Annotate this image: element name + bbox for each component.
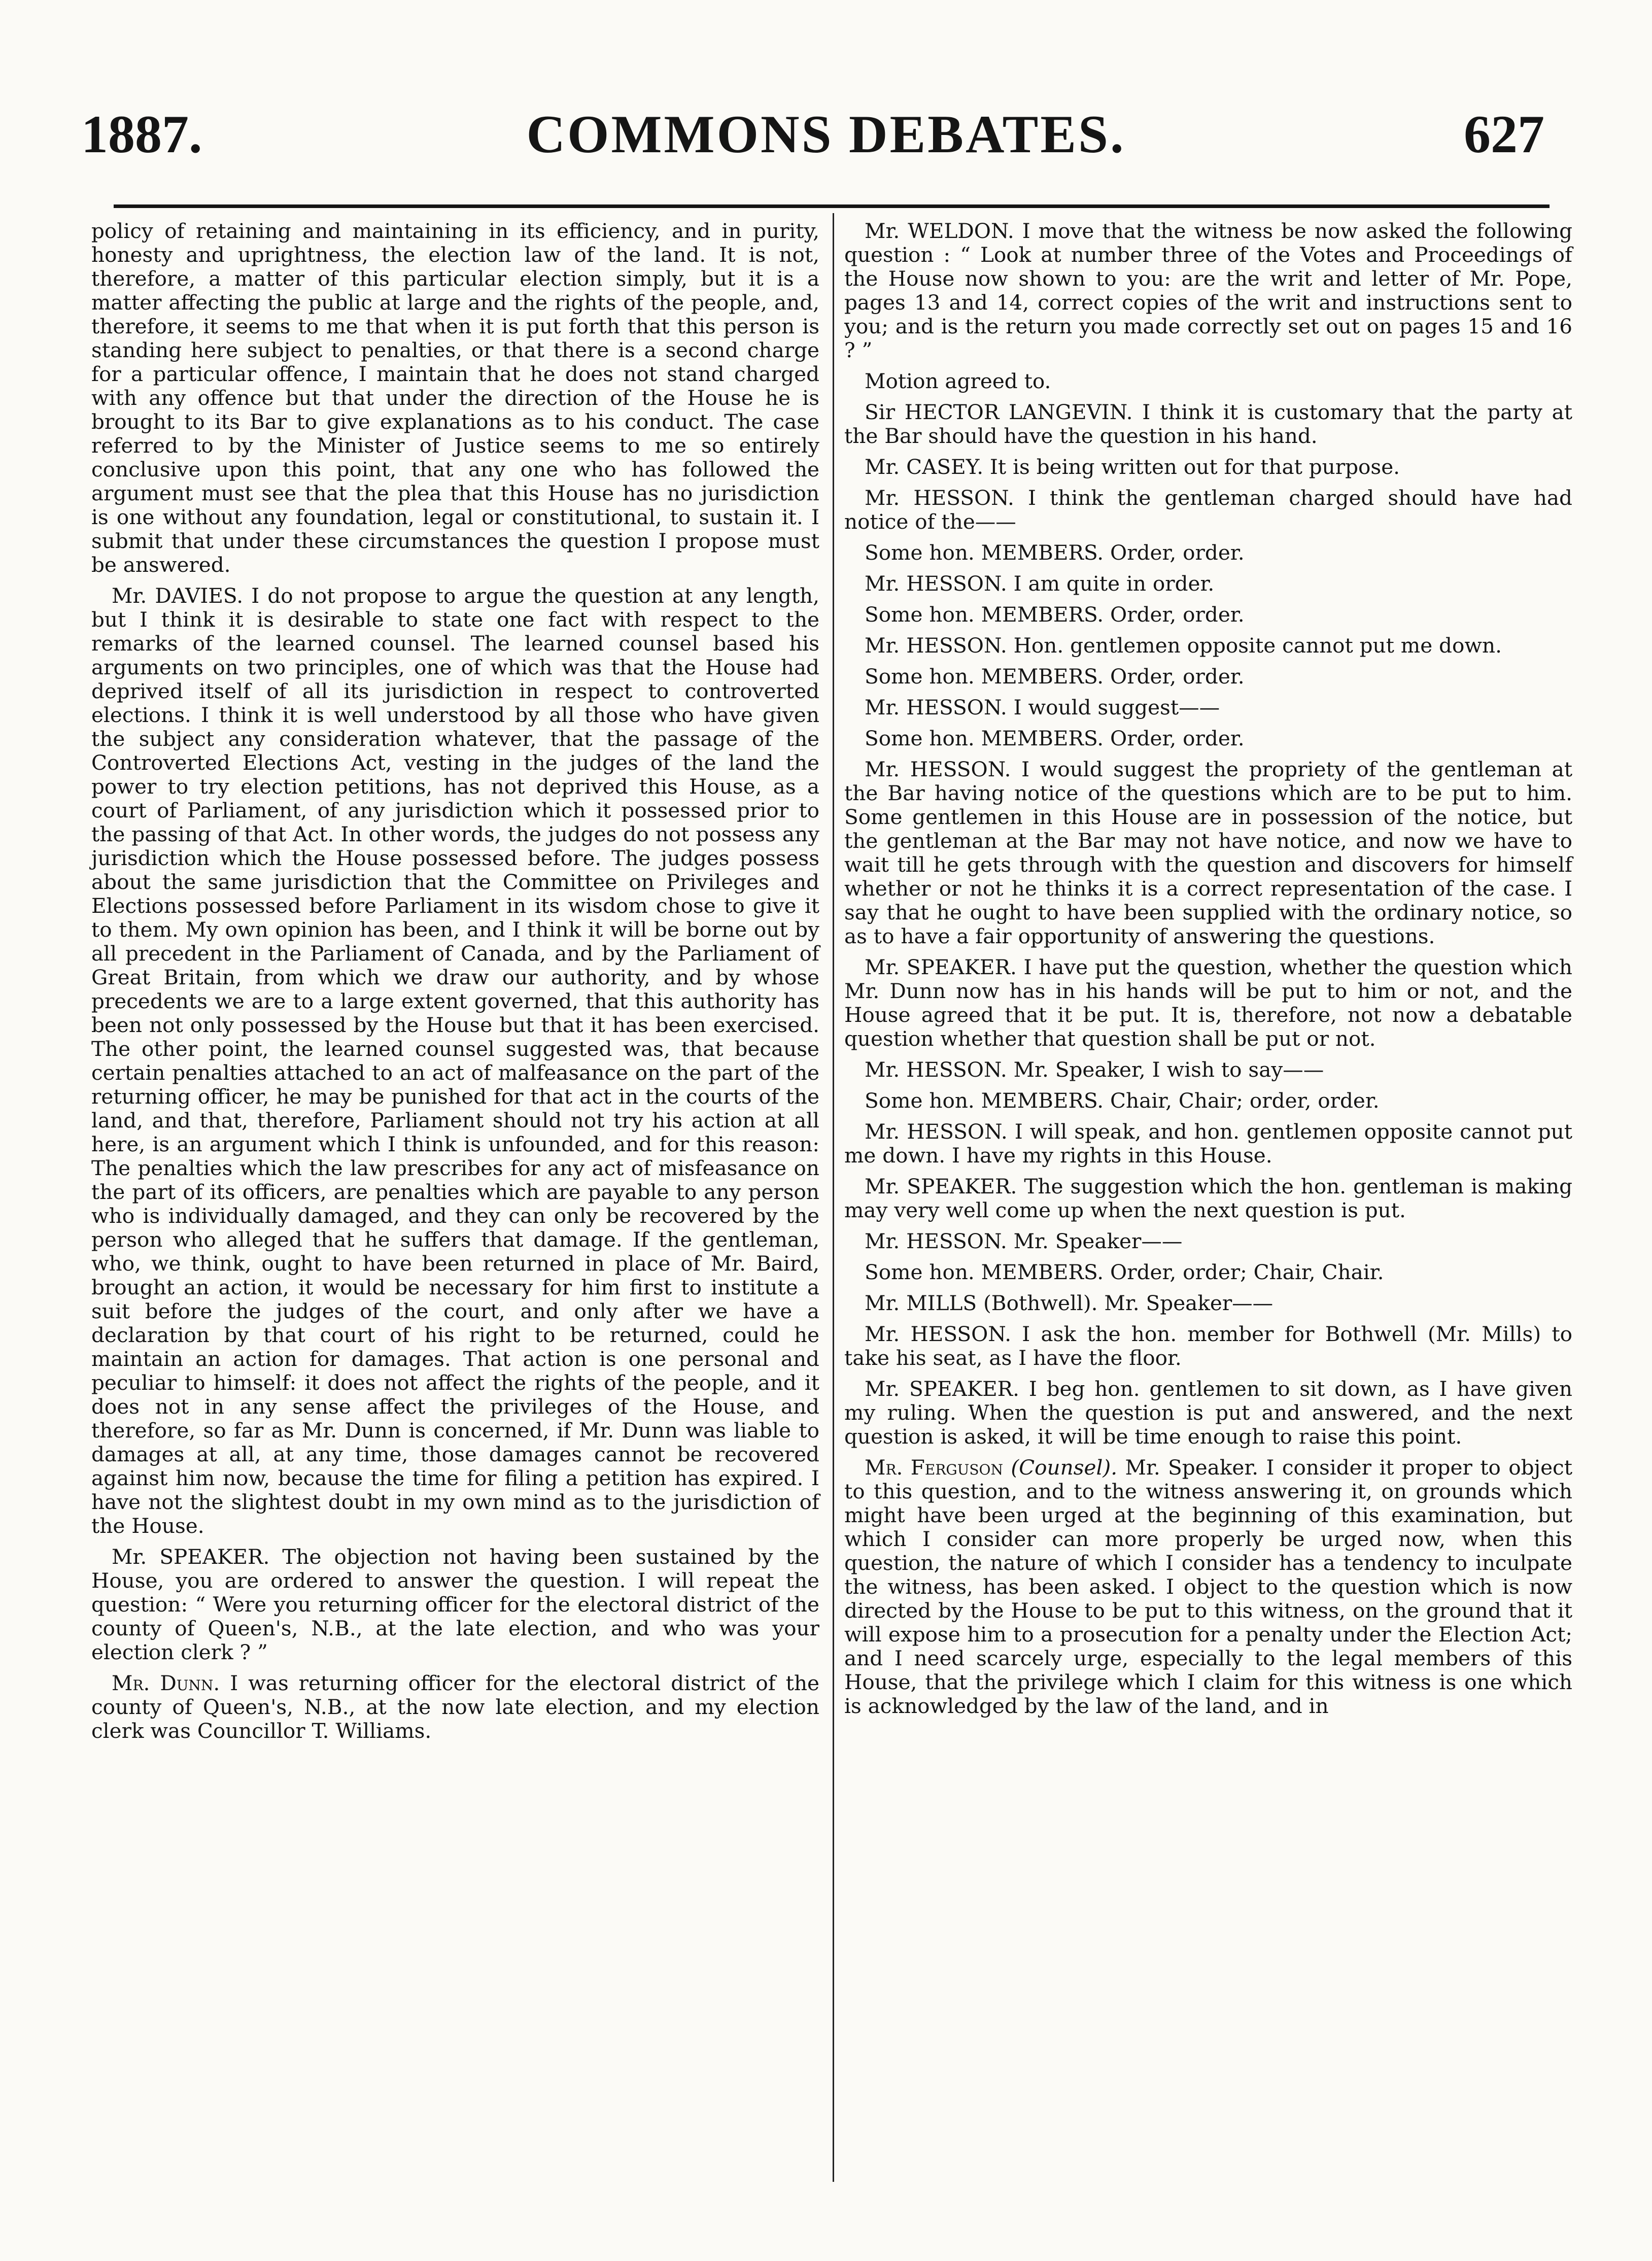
paragraph-text: I was returning officer for the electoral district of the county of Queen's, N.B., at the now late election, and my election clerk was Councillor T. Williams. xyxy=(91,1671,819,1743)
paragraph xyxy=(844,1120,1572,1168)
speaker-name: Some hon. MEMBERS. xyxy=(865,602,1104,627)
speaker-role: (Counsel). xyxy=(1003,1455,1118,1480)
paragraph xyxy=(844,1175,1572,1222)
paragraph-text: Order, order. xyxy=(1104,664,1245,689)
speaker-name: Mr. HESSON. xyxy=(865,633,1007,658)
paragraph xyxy=(844,1260,1572,1284)
speaker-name: Mr. SPEAKER. xyxy=(865,1377,1020,1401)
speaker-name: Mr. HESSON. xyxy=(865,1057,1007,1082)
paragraph xyxy=(844,1456,1572,1718)
speaker-name: Mr. MILLS (Bothwell). xyxy=(865,1291,1098,1315)
speaker-name: Some hon. MEMBERS. xyxy=(865,1088,1104,1113)
speaker-name: Mr. SPEAKER. xyxy=(865,955,1017,979)
paragraph-text: policy of retaining and maintaining in its efficiency, and in purity, honesty and uprightness, the election law of the land. It is not, therefore, a matter of this particular election simply, but it is a matter affecting the public at large and the rights of the people, and, therefore, it seems to me that when it is put forth that this person is standing here subject to penalties, or that there is a second charge for a particular offence, I maintain that he does not stand charged with any offence but that under the direction of the House he is brought to its Bar to give explanations as to his conduct. The case referred to by the Minister of Justice seems to me so entirely conclusive upon this point, that any one who has followed the argument must see that the plea that this House has no jurisdiction is one without any foundation, legal or constitutional, to sustain it. I submit that under these circumstances the question I propose must be answered. xyxy=(91,219,819,577)
paragraph-text: I will speak, and hon. gentlemen opposite cannot put me down. I have my rights in this House. xyxy=(844,1119,1572,1168)
speaker-name: Sir HECTOR LANGEVIN. xyxy=(865,400,1133,424)
paragraph xyxy=(844,634,1572,658)
paragraph-text: I would suggest—— xyxy=(1007,695,1220,720)
paragraph xyxy=(844,219,1572,362)
speaker-name: Mr. HESSON. xyxy=(865,1119,1008,1144)
paragraph-text: It is being written out for that purpose. xyxy=(983,455,1400,479)
paragraph-text: Mr. Speaker, I wish to say—— xyxy=(1007,1057,1324,1082)
header-title: COMMONS DEBATES. xyxy=(526,105,1126,164)
right-column xyxy=(844,219,1572,1725)
paragraph xyxy=(844,955,1572,1051)
speaker-name: Mr. HESSON. xyxy=(865,1322,1012,1346)
paragraph-text: Order, order. xyxy=(1104,540,1245,565)
paragraph xyxy=(844,1058,1572,1082)
speaker-name: Mr. HESSON. xyxy=(865,1229,1007,1253)
paragraph xyxy=(844,603,1572,627)
paragraph-text: The suggestion which the hon. gentleman is making may very well come up when the next question is put. xyxy=(844,1174,1572,1222)
left-column xyxy=(91,219,819,1750)
speaker-name: Mr. SPEAKER. xyxy=(112,1545,270,1569)
paragraph xyxy=(91,219,819,577)
paragraph-text: I would suggest the propriety of the gentleman at the Bar having notice of the questions which are to be put to him. Some gentlemen in this House are in possession of the notice, but the gentleman at the Bar may not have notice, and now we have to wait till he gets through with the question and discovers for himself whether or not he thinks it is a correct representation of the case. I say that he ought to have been supplied with the ordinary notice, so as to have a fair opportunity of answering the questions. xyxy=(844,757,1572,948)
paragraph xyxy=(844,727,1572,750)
paragraph-text: I ask the hon. member for Bothwell (Mr. Mills) to take his seat, as I have the floor. xyxy=(844,1322,1573,1370)
paragraph-text: Hon. gentlemen opposite cannot put me down. xyxy=(1007,633,1502,658)
paragraph xyxy=(91,1671,819,1743)
paragraph xyxy=(844,1229,1572,1253)
speaker-name: Some hon. MEMBERS. xyxy=(865,726,1104,750)
paragraph-text: Mr. Speaker—— xyxy=(1097,1291,1274,1315)
speaker-name: Mr. WELDON. xyxy=(865,219,1014,243)
paragraph xyxy=(844,665,1572,689)
speaker-name: Some hon. MEMBERS. xyxy=(865,540,1104,565)
paragraph-text: I think it is customary that the party at the Bar should have the question in his hand. xyxy=(844,400,1572,448)
speaker-name: Mr. SPEAKER. xyxy=(865,1174,1017,1198)
column-divider xyxy=(833,213,834,2182)
paragraph xyxy=(844,1089,1572,1113)
speaker-name: Mr. HESSON. xyxy=(865,486,1014,510)
speaker-name: Mr. DAVIES. xyxy=(112,584,244,608)
header-year: 1887. xyxy=(81,105,202,164)
paragraph-text: Chair, Chair; order, order. xyxy=(1104,1088,1380,1113)
paragraph xyxy=(844,1377,1572,1449)
paragraph-text: I have put the question, whether the question which Mr. Dunn now has in his hands will be put to him or not, and the House agreed that it be put. It is, therefore, not now a debatable question whether that question shall be put or not. xyxy=(844,955,1572,1051)
paragraph xyxy=(844,1322,1572,1370)
paragraph-text: I am quite in order. xyxy=(1007,571,1215,596)
paragraph-text: I do not propose to argue the question at any length, but I think it is desirable to state one fact with respect to the remarks of the learned counsel. The learned counsel based his arguments on two principles, one of which was that the House had deprived itself of all its jurisdiction in respect to controverted elections. I think it is well understood by all those who have given the subject any consideration whatever, that the passage of the Controverted Elections Act, vesting in the judges of the land the power to try election petitions, has not deprived this House, as a court of Parliament, of any jurisdiction which it possessed prior to the passing of that Act. In other words, the judges do not possess any jurisdiction which the House possessed before. The judges possess about the same jurisdiction that the Committee on Privileges and Elections possessed before Parliament in its wisdom chose to give it to them. My own opinion has been, and I think it will be borne out by all precedent in the Parliament of Canada, and by the Parliament of Great Britain, from which we draw our authority, and by whose precedents we are to a large extent governed, that this authority has been not only possessed by the House but that it has been exercised. The other point, the learned counsel suggested was, that because certain penalties attached to an act of malfeasance on the part of the returning officer, he may be punished for that act in the courts of the land, and that, therefore, Parliament should not try his action at all here, is an argument which I think is unfounded, and for this reason: The penalties which the law prescribes for any act of misfeasance on the part of its officers, are penalties which are payable to any person who is individually damaged, and they can only be recovered by the person who alleged that he suffers that damage. If the gentleman, who, we think, ought to have been returned in place of Mr. Baird, brought an action, it would be necessary for him first to institute a suit before the judges of the court, and only after we have a declaration by that court of his right to be returned, could he maintain an action for damages. That action is one personal and peculiar to himself: it does not affect the rights of the people, and it does not in any sense affect the privileges of the House, and therefore, so far as Mr. Dunn is concerned, if Mr. Dunn was liable to damages at all, at any time, those damages cannot be recovered against him now, because the time for filing a petition has expired. I have not the slightest doubt in my own mind as to the jurisdiction of the House. xyxy=(91,584,819,1538)
paragraph-text: Mr. Speaker. I consider it proper to object to this question, and to the witness answering it, on grounds which might have been urged at the beginning of this examination, but which I consider can more properly be urged now, when this question, the nature of which I consider has a tendency to inculpate the witness, has been asked. I object to the question which is now directed by the House to be put to this witness, on the ground that it will expose him to a prosecution for a penalty under the Election Act; and I need scarcely urge, especially to the legal members of this House, that the privilege which I claim for this witness is one which is acknowledged by the law of the land, and in xyxy=(844,1455,1573,1718)
paragraph-text: Order, order. xyxy=(1104,602,1245,627)
paragraph-text: I beg hon. gentlemen to sit down, as I have given my ruling. When the question is put and answered, and the next question is asked, it will be time enough to raise this point. xyxy=(844,1377,1573,1449)
paragraph xyxy=(91,584,819,1538)
speaker-name: Some hon. MEMBERS. xyxy=(865,664,1104,689)
speaker-name: Mr. Dunn. xyxy=(112,1671,220,1695)
speaker-name: Some hon. MEMBERS. xyxy=(865,1260,1104,1284)
speaker-name: Mr. CASEY. xyxy=(865,455,984,479)
paragraph-text: Order, order. xyxy=(1104,726,1245,750)
paragraph-text: I move that the witness be now asked the following question : “ Look at number three of the Votes and Proceedings of the House now shown to you: are the writ and letter of Mr. Pope, pages 13 and 14, correct copies of the writ and instructions sent to you; and is the return you made correctly set out on pages 15 and 16 ? ” xyxy=(844,219,1572,362)
paragraph-text: Order, order; Chair, Chair. xyxy=(1104,1260,1384,1284)
paragraph-text: The objection not having been sustained by the House, you are ordered to answer the question. I will repeat the question: “ Were you returning officer for the electoral district of the county of Queen's, N.B., at the late election, and who was your election clerk ? ” xyxy=(91,1545,819,1664)
paragraph xyxy=(844,455,1572,479)
speaker-name: Mr. HESSON. xyxy=(865,695,1007,720)
paragraph xyxy=(844,1291,1572,1315)
header-rule xyxy=(114,204,1550,208)
paragraph xyxy=(844,541,1572,565)
paragraph-text: Motion agreed to. xyxy=(865,369,1051,393)
header-page-number: 627 xyxy=(1464,105,1544,164)
speaker-name: Mr. HESSON. xyxy=(865,571,1007,596)
paragraph xyxy=(844,696,1572,720)
paragraph xyxy=(844,758,1572,948)
paragraph xyxy=(844,369,1572,393)
paragraph xyxy=(844,572,1572,596)
paragraph-text: I think the gentleman charged should have had notice of the—— xyxy=(844,486,1572,534)
speaker-name: Mr. Ferguson xyxy=(865,1455,1004,1480)
speaker-name: Mr. HESSON. xyxy=(865,757,1011,781)
paragraph-text: Mr. Speaker—— xyxy=(1007,1229,1183,1253)
paragraph xyxy=(91,1545,819,1664)
paragraph xyxy=(844,400,1572,448)
paragraph xyxy=(844,486,1572,534)
